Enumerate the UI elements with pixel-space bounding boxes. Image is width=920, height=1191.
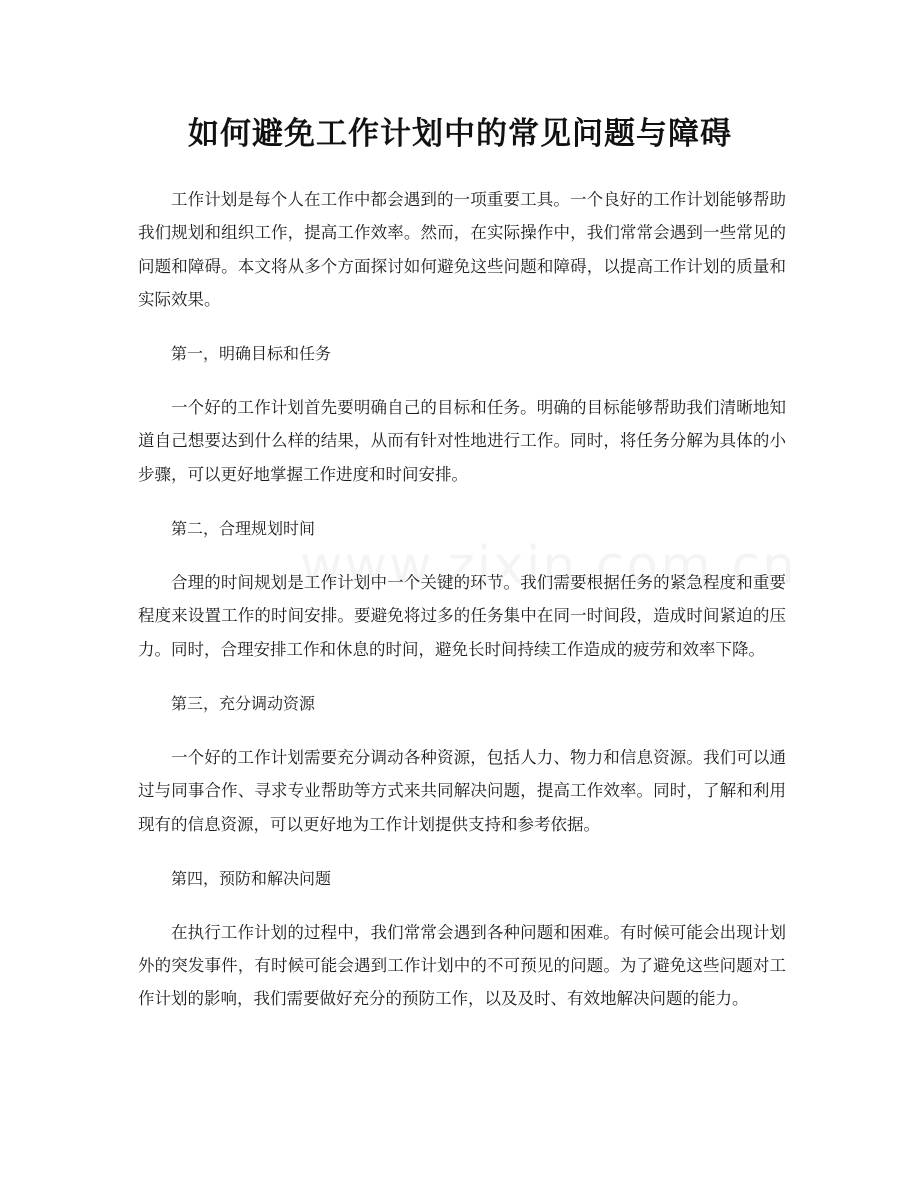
section-body-2: 合理的时间规划是工作计划中一个关键的环节。我们需要根据任务的紧急程度和重要程度来设置工作的时间安排。要避免将过多的任务集中在同一时间段，造成时间紧迫的压力。同时，合理安排工作和休息的时间，避免长时间持续工作造成的疲劳和效率下降。 <box>138 573 786 659</box>
section-heading-2: 第二，合理规划时间 <box>171 519 316 539</box>
section-body-4: 在执行工作计划的过程中，我们常常会遇到各种问题和困难。有时候可能会出现计划外的突发事件，有时候可能会遇到工作计划中的不可预见的问题。为了避免这些问题对工作计划的影响，我们需要做好充分的预防工作，以及及时、有效地解决问题的能力。 <box>138 922 786 1009</box>
section-heading-4: 第四，预防和解决问题 <box>171 868 332 888</box>
intro-paragraph: 工作计划是每个人在工作中都会遇到的一项重要工具。一个良好的工作计划能够帮助我们规划和组织工作，提高工作效率。然而，在实际操作中，我们常常会遇到一些常见的问题和障碍。本文将从多个方面探讨如何避免这些问题和障碍，以提高工作计划的质量和实际效果。 <box>138 190 786 309</box>
section-heading-1: 第一，明确目标和任务 <box>171 344 332 364</box>
document-body <box>138 183 786 1037</box>
section-body-3: 一个好的工作计划需要充分调动各种资源，包括人力、物力和信息资源。我们可以通过与同事合作、寻求专业帮助等方式来共同解决问题，提高工作效率。同时，了解和利用现有的信息资源，可以更好地为工作计划提供支持和参考依据。 <box>138 747 786 834</box>
document-title: 如何避免工作计划中的常见问题与障碍 <box>188 116 732 152</box>
section-body-1: 一个好的工作计划首先要明确自己的目标和任务。明确的目标能够帮助我们清晰地知道自己想要达到什么样的结果，从而有针对性地进行工作。同时，将任务分解为具体的小步骤，可以更好地掌握工作进度和时间安排。 <box>138 398 786 484</box>
section-heading-3: 第三，充分调动资源 <box>171 693 316 713</box>
